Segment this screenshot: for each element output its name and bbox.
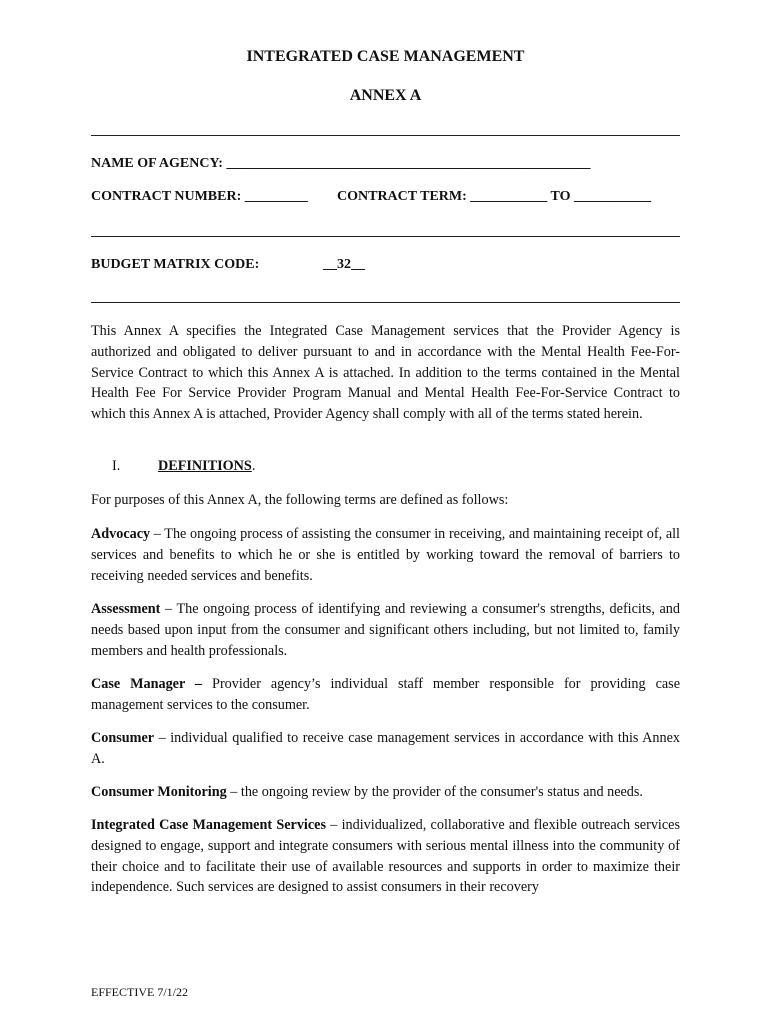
section-title-suffix: . <box>251 458 256 474</box>
definition-assessment <box>91 599 680 661</box>
definition-consumer <box>91 728 680 770</box>
budget-matrix-label: BUDGET MATRIX CODE: <box>91 257 260 272</box>
section-number: I. <box>112 458 121 474</box>
document-subtitle: ANNEX A <box>349 87 422 104</box>
divider <box>91 302 680 303</box>
agency-name-field: NAME OF AGENCY: ____________________________________________________ <box>91 156 591 171</box>
document-title: INTEGRATED CASE MANAGEMENT <box>246 48 525 65</box>
section-lead: For purposes of this Annex A, the following terms are defined as follows: <box>91 492 509 508</box>
definition-term: Consumer <box>91 730 155 746</box>
budget-matrix-value: __32__ <box>323 257 365 272</box>
definition-consumer-monitoring <box>91 782 680 803</box>
definition-term: Advocacy <box>91 526 151 542</box>
definition-term: Integrated Case Management Services <box>91 817 326 833</box>
contract-number-field: CONTRACT NUMBER: _________ <box>91 189 308 204</box>
definition-text: – individual qualified to receive case management services in accordance with this Annex A. <box>91 730 680 767</box>
contract-term-field: CONTRACT TERM: ___________ TO ___________ <box>337 189 651 204</box>
definition-text: – The ongoing process of assisting the consumer in receiving, and maintaining receipt of, all services and benefits to which he or she is entitled by working toward the removal of barriers to receiving needed services and benefits. <box>91 526 680 584</box>
divider <box>91 236 680 237</box>
section-title: DEFINITIONS <box>158 458 252 474</box>
definition-text: Provider agency’s individual staff member responsible for providing case management services to the consumer. <box>91 676 680 713</box>
section-heading <box>158 458 255 475</box>
footer-effective-date: EFFECTIVE 7/1/22 <box>91 985 189 999</box>
definition-text: – individualized, collaborative and flexible outreach services designed to engage, support and integrate consumers with serious mental illness into the community of their choice and to facilitate their use of available resources and supports in order to maximize their independence. Such services are designed to assist consumers in their recovery <box>91 817 680 896</box>
definition-advocacy <box>91 524 680 586</box>
document-page <box>91 0 680 1024</box>
intro-paragraph: This Annex A specifies the Integrated Case Management services that the Provider Agency is authorized and obligated to deliver pursuant to and in accordance with the Mental Health Fee-For-Service Contract to which this Annex A is attached. In addition to the terms contained in the Mental Health Fee For Service Provider Program Manual and Mental Health Fee-For-Service Contract to which this Annex A is attached, Provider Agency shall comply with all of the terms stated herein. <box>91 323 680 423</box>
definition-text: – the ongoing review by the provider of the consumer's status and needs. <box>226 784 643 800</box>
definition-term: Case Manager – <box>91 676 203 692</box>
definition-integrated-case-management <box>91 815 680 898</box>
divider <box>91 135 680 136</box>
definition-case-manager <box>91 674 680 716</box>
definition-term: Assessment <box>91 601 161 617</box>
definition-term: Consumer Monitoring <box>91 784 227 800</box>
definition-text: – The ongoing process of identifying and reviewing a consumer's strengths, deficits, and needs based upon input from the consumer and significant others including, but not limited to, family members and health professionals. <box>91 601 680 659</box>
